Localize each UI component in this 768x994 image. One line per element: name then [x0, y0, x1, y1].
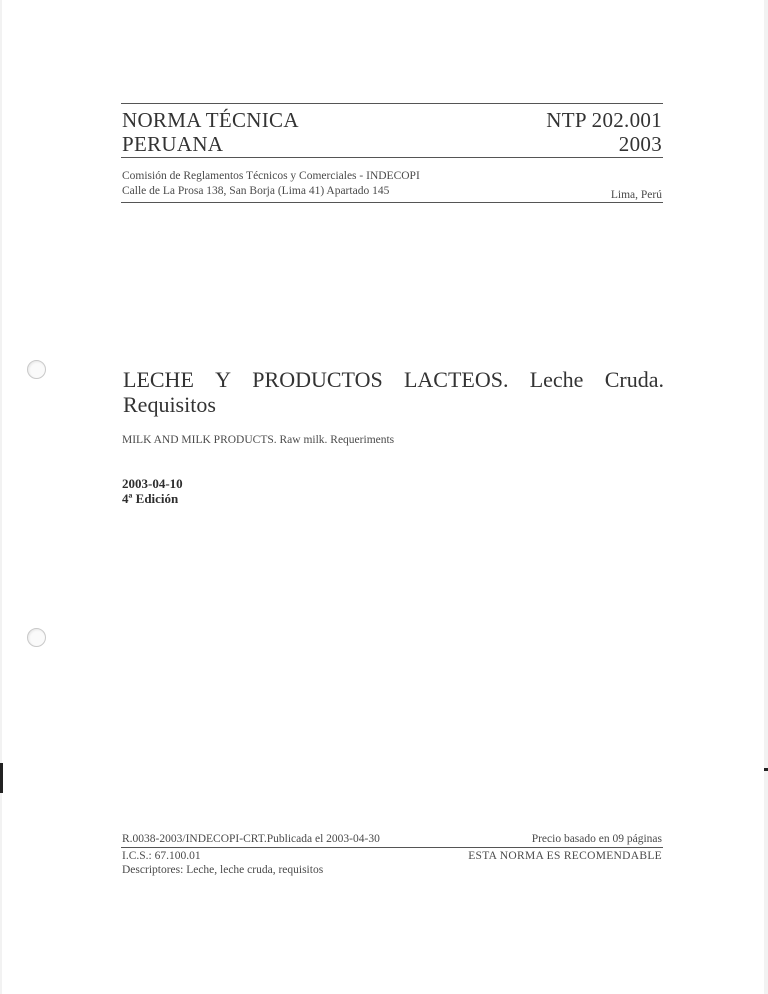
issuer-address: Calle de La Prosa 138, San Borja (Lima 41) Apartado 145: [122, 185, 390, 197]
standard-year: 2003: [618, 132, 662, 156]
title-word: Cruda.: [604, 367, 664, 392]
descriptors: Descriptores: Leche, leche cruda, requisitos: [122, 864, 324, 876]
edition: 4ª Edición: [122, 491, 179, 506]
document-page: [2, 0, 764, 994]
scan-edge-mark-right: [764, 768, 768, 771]
standard-code: NTP 202.001: [546, 108, 662, 132]
issuer-name: Comisión de Reglamentos Técnicos y Comerciales - INDECOPI: [122, 170, 420, 182]
punch-hole-upper: [27, 360, 46, 379]
standard-type-line1: NORMA TÉCNICA: [122, 108, 299, 132]
punch-hole-lower: [27, 628, 46, 647]
title-word: PRODUCTOS: [252, 367, 383, 392]
footer-rule: [121, 847, 663, 848]
title-word: LECHE: [123, 367, 194, 392]
header-bottom-rule: [121, 157, 663, 158]
document-title-line2: Requisitos: [123, 392, 216, 417]
issuer-rule: [121, 202, 663, 203]
issuer-location: Lima, Perú: [610, 189, 662, 201]
english-title: MILK AND MILK PRODUCTS. Raw milk. Requeriments: [122, 434, 395, 446]
scan-edge-mark-left: [0, 763, 3, 793]
recommendation: ESTA NORMA ES RECOMENDABLE: [468, 850, 662, 862]
approval-date: 2003-04-10: [122, 476, 183, 491]
price-note: Precio basado en 09 páginas: [531, 833, 662, 845]
ics-code: I.C.S.: 67.100.01: [122, 850, 201, 862]
document-title: [123, 367, 664, 393]
title-word: Leche: [529, 367, 584, 392]
resolution-reference: R.0038-2003/INDECOPI-CRT.Publicada el 2003-04-30: [122, 833, 380, 845]
header-top-rule: [121, 103, 663, 104]
title-word: LACTEOS.: [403, 367, 509, 392]
title-word: Y: [215, 367, 232, 392]
standard-type-line2: PERUANA: [122, 132, 224, 156]
